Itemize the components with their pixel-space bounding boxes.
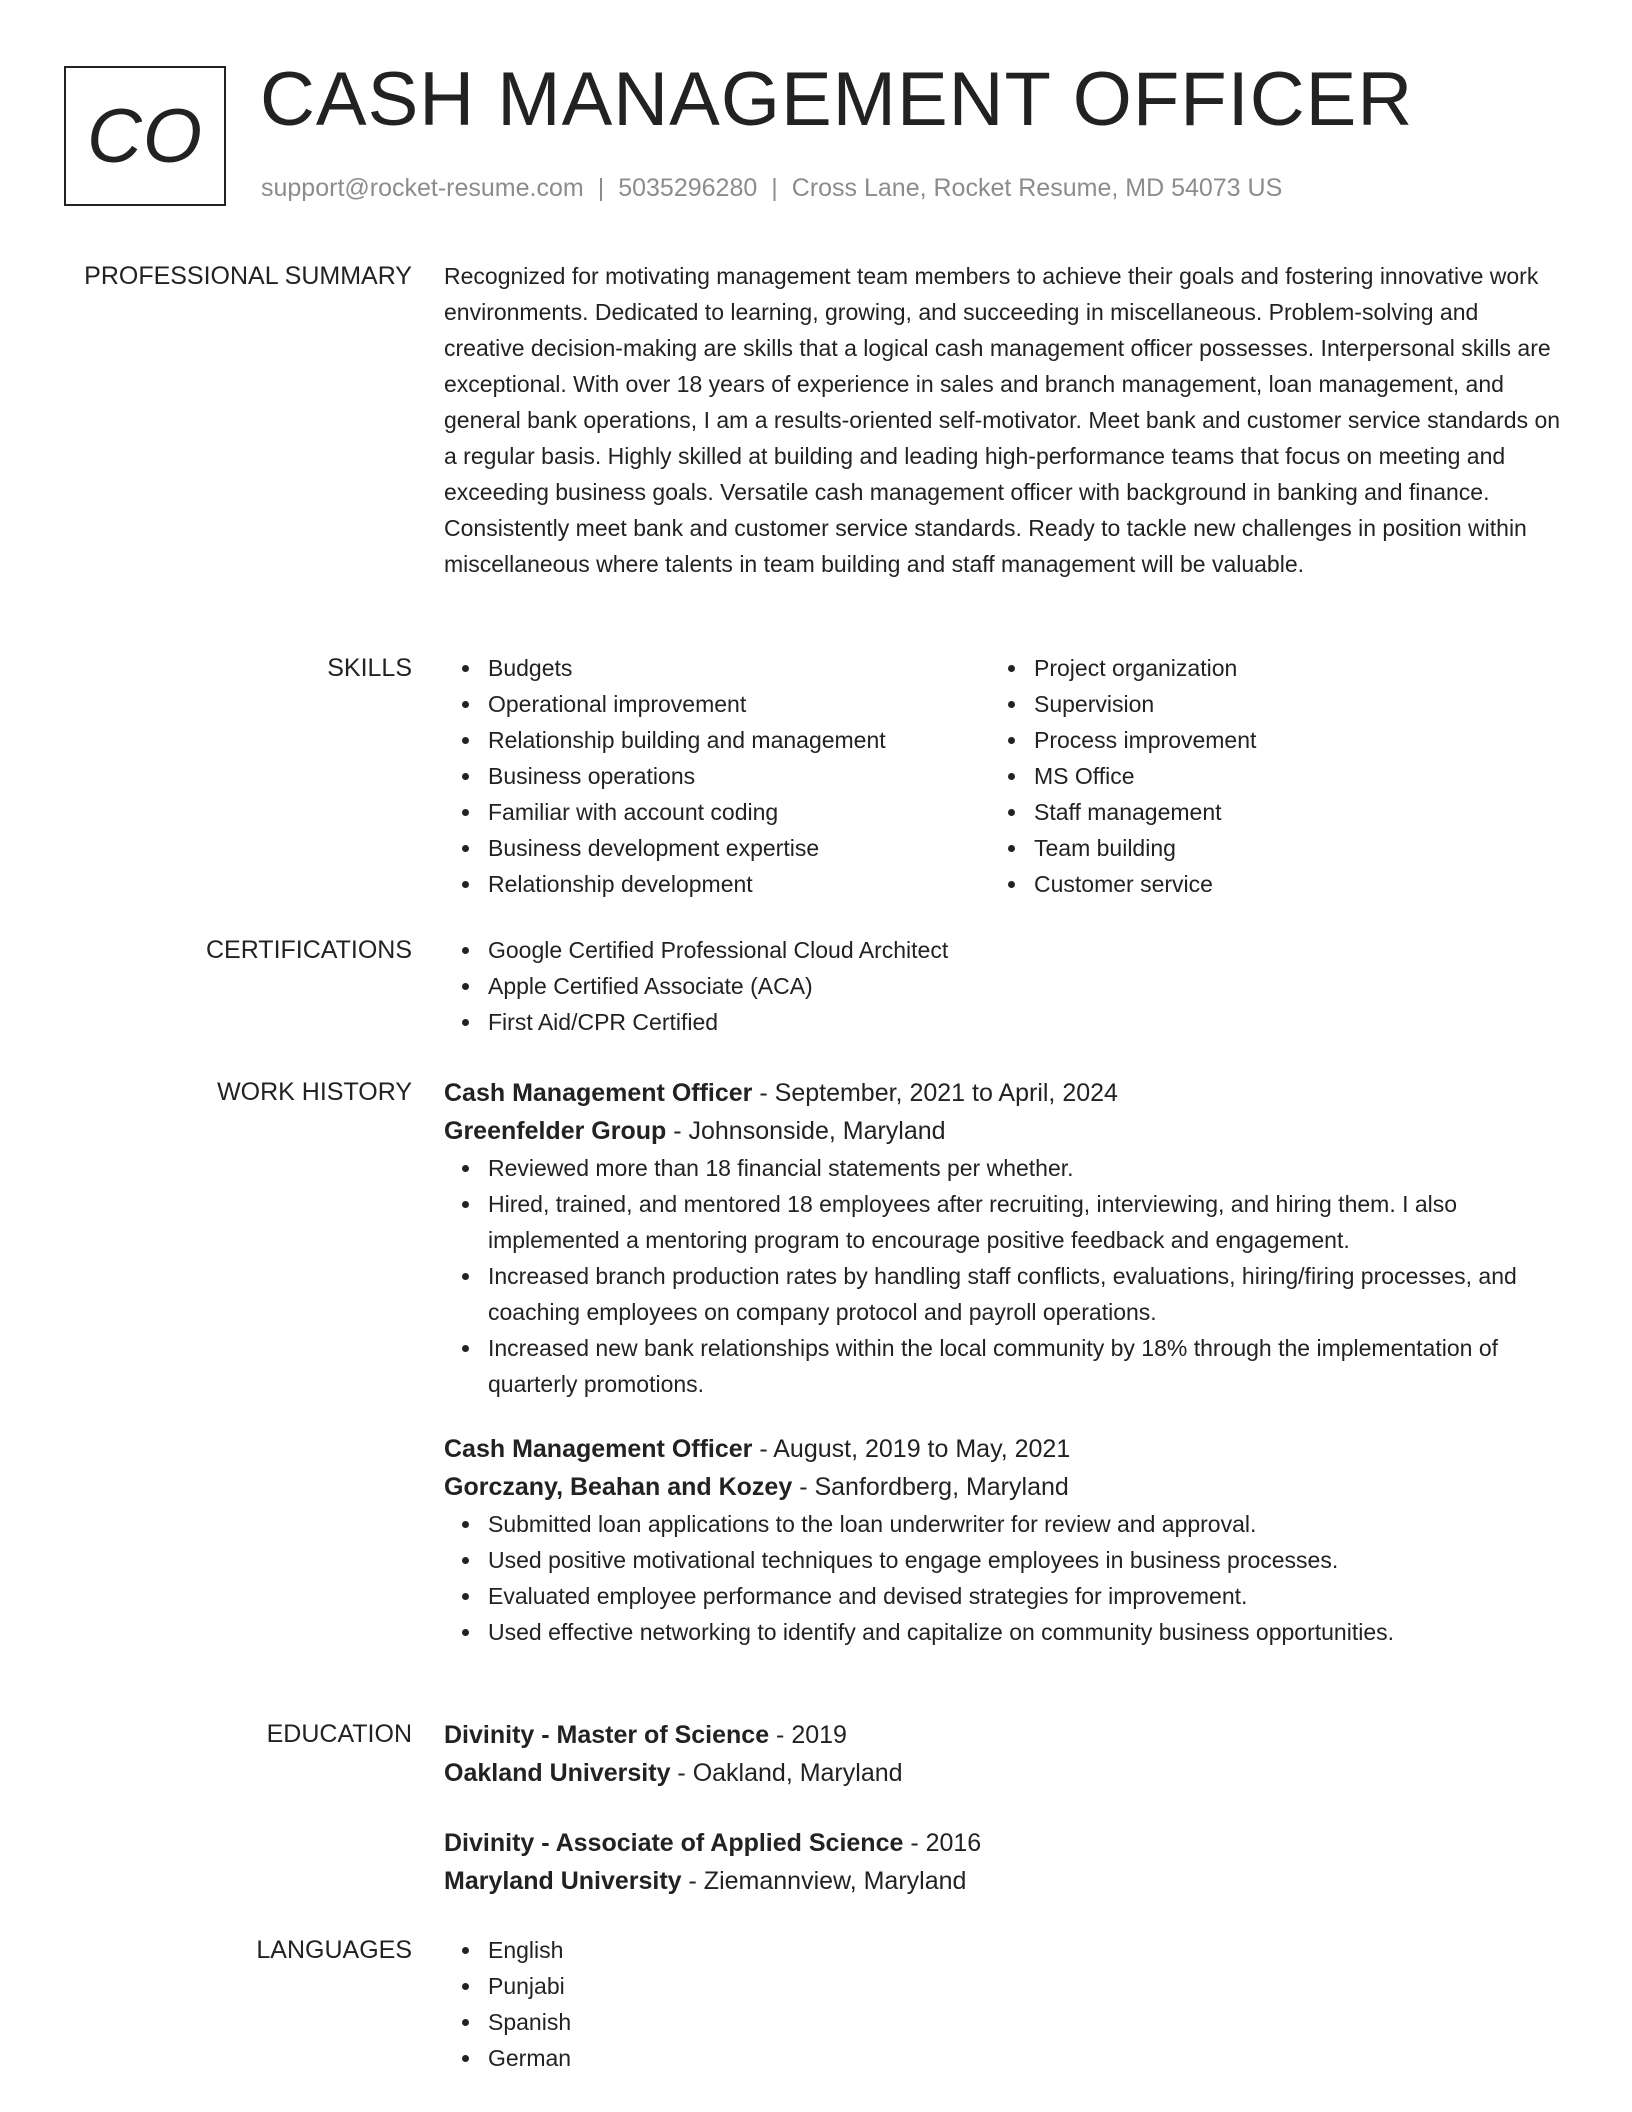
- job-entry: [444, 1074, 1564, 1402]
- certification-item: First Aid/CPR Certified: [488, 1004, 1564, 1040]
- school: Oakland University: [444, 1759, 671, 1787]
- job-title: Cash Management Officer: [444, 1079, 753, 1107]
- education-heading: EDUCATION: [266, 1720, 412, 1748]
- job-org-line: [444, 1112, 1564, 1150]
- job-company: Gorczany, Beahan and Kozey: [444, 1473, 793, 1501]
- email: support@rocket-resume.com: [261, 174, 584, 202]
- languages-list: [444, 1932, 1564, 2076]
- language-item: English: [488, 1932, 1564, 1968]
- school-line: [444, 1754, 1564, 1792]
- skill-item: Staff management: [1034, 794, 1536, 830]
- contact-line: [261, 174, 1282, 203]
- language-item: Spanish: [488, 2004, 1564, 2040]
- certifications-body: [444, 932, 1564, 1040]
- job-title-line: [444, 1430, 1564, 1468]
- skill-item: Budgets: [488, 650, 990, 686]
- job-title: Cash Management Officer: [444, 1435, 753, 1463]
- job-company: Greenfelder Group: [444, 1117, 667, 1145]
- degree: Divinity - Master of Science: [444, 1721, 770, 1749]
- skill-item: Business development expertise: [488, 830, 990, 866]
- job-bullet: Increased new bank relationships within the local community by 18% through the implementation of quarterly promotions.: [488, 1330, 1564, 1402]
- skills-body: [444, 650, 1564, 902]
- skill-item: Operational improvement: [488, 686, 990, 722]
- job-bullet: Reviewed more than 18 financial statements per whether.: [488, 1150, 1564, 1186]
- skills-list-right: [990, 650, 1536, 902]
- initials-monogram: CO: [64, 66, 226, 206]
- education-entry: [444, 1824, 1564, 1900]
- job-bullets: [444, 1150, 1564, 1402]
- degree-line: [444, 1824, 1564, 1862]
- language-item: Punjabi: [488, 1968, 1564, 2004]
- job-dates: - August, 2019 to May, 2021: [752, 1435, 1071, 1463]
- job-bullet: Evaluated employee performance and devised strategies for improvement.: [488, 1578, 1564, 1614]
- graduation-year: - 2019: [769, 1721, 847, 1749]
- school-line: [444, 1862, 1564, 1900]
- school: Maryland University: [444, 1867, 682, 1895]
- job-bullet: Increased branch production rates by handling staff conflicts, evaluations, hiring/firing processes, and coaching employees on company protocol and payroll operations.: [488, 1258, 1564, 1330]
- job-location: - Johnsonside, Maryland: [666, 1117, 946, 1145]
- skill-item: Process improvement: [1034, 722, 1536, 758]
- job-bullet: Hired, trained, and mentored 18 employees after recruiting, interviewing, and hiring them. I also implemented a mentoring program to encourage positive feedback and engagement.: [488, 1186, 1564, 1258]
- skill-item: Supervision: [1034, 686, 1536, 722]
- phone: 5035296280: [618, 174, 758, 202]
- degree: Divinity - Associate of Applied Science: [444, 1829, 904, 1857]
- job-bullet: Used effective networking to identify and capitalize on community business opportunities.: [488, 1614, 1564, 1650]
- skill-item: Team building: [1034, 830, 1536, 866]
- education-entry: [444, 1716, 1564, 1792]
- skill-item: Customer service: [1034, 866, 1536, 902]
- certifications-list: [444, 932, 1564, 1040]
- degree-line: [444, 1716, 1564, 1754]
- skills-list-left: [444, 650, 990, 902]
- work-history-heading: WORK HISTORY: [217, 1078, 412, 1106]
- graduation-year: - 2016: [903, 1829, 982, 1857]
- summary-body: [444, 258, 1564, 582]
- job-bullet: Used positive motivational techniques to engage employees in business processes.: [488, 1542, 1564, 1578]
- contact-separator: |: [771, 174, 778, 202]
- job-location: - Sanfordberg, Maryland: [792, 1473, 1069, 1501]
- skill-item: Familiar with account coding: [488, 794, 990, 830]
- work-history-body: [444, 1074, 1564, 1678]
- skill-item: MS Office: [1034, 758, 1536, 794]
- skill-item: Relationship development: [488, 866, 990, 902]
- address: Cross Lane, Rocket Resume, MD 54073 US: [791, 174, 1283, 202]
- school-location: - Ziemannview, Maryland: [681, 1867, 967, 1895]
- job-title-line: [444, 1074, 1564, 1112]
- skill-item: Business operations: [488, 758, 990, 794]
- resume-title: CASH MANAGEMENT OFFICER: [260, 57, 1414, 142]
- job-bullets: [444, 1506, 1564, 1650]
- school-location: - Oakland, Maryland: [670, 1759, 903, 1787]
- education-body: [444, 1716, 1564, 1932]
- certifications-heading: CERTIFICATIONS: [205, 936, 412, 964]
- skill-item: Relationship building and management: [488, 722, 990, 758]
- languages-heading: LANGUAGES: [256, 1936, 412, 1964]
- language-item: German: [488, 2040, 1564, 2076]
- summary-text: Recognized for motivating management team members to achieve their goals and fostering innovative work environments. Dedicated to learning, growing, and succeeding in miscellaneous. Problem-solving and creative decision-making are skills that a logical cash management officer possesses. Interpersonal skills are exceptional. With over 18 years of experience in sales and branch management, loan management, and general bank operations, I am a results-oriented self-motivator. Meet bank and customer service standards on a regular basis. Highly skilled at building and leading high-performance teams that focus on meeting and exceeding business goals. Versatile cash management officer with background in banking and finance. Consistently meet bank and customer service standards. Ready to tackle new challenges in position within miscellaneous where talents in team building and staff management will be valuable.: [444, 263, 1561, 577]
- contact-separator: |: [597, 174, 605, 202]
- skills-heading: SKILLS: [327, 654, 412, 682]
- certification-item: Apple Certified Associate (ACA): [488, 968, 1564, 1004]
- certification-item: Google Certified Professional Cloud Architect: [488, 932, 1564, 968]
- summary-heading: PROFESSIONAL SUMMARY: [84, 262, 412, 290]
- languages-body: [444, 1932, 1564, 2076]
- skill-item: Project organization: [1034, 650, 1536, 686]
- job-bullet: Submitted loan applications to the loan underwriter for review and approval.: [488, 1506, 1564, 1542]
- job-org-line: [444, 1468, 1564, 1506]
- job-entry: [444, 1430, 1564, 1650]
- job-dates: - September, 2021 to April, 2024: [752, 1079, 1118, 1107]
